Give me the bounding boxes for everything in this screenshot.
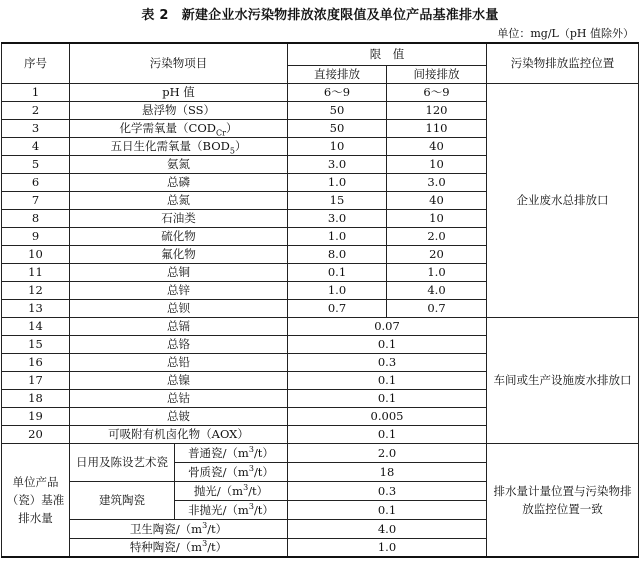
row-seq: 3 [2,119,70,137]
row-seq: 15 [2,335,70,353]
header-limit: 限 值 [288,43,487,65]
water-volume-label: 单位产品（瓷）基准排水量 [2,443,70,557]
row-item: pH 值 [70,83,288,101]
row-direct: 0.1 [288,263,387,281]
group-daily-art-porcelain: 日用及陈设艺术瓷 [70,443,175,481]
row-value: 0.3 [288,353,487,371]
row-indirect: 4.0 [387,281,487,299]
sub-item: 抛光$/(m^3/t)$ [175,481,288,500]
row-seq: 13 [2,299,70,317]
row-direct: 3.0 [288,209,387,227]
row-value: 0.005 [288,407,487,425]
group-architectural-ceramics: 建筑陶瓷 [70,481,175,519]
row-indirect: 2.0 [387,227,487,245]
row-item: 总钴 [70,389,288,407]
row-indirect: 0.7 [387,299,487,317]
table-row [2,83,639,101]
sub-item: 特种陶瓷$/(m^3/t)$ [70,538,288,557]
row-item: 石油类 [70,209,288,227]
row-seq: 5 [2,155,70,173]
row-item: 总镉 [70,317,288,335]
row-item: 可吸附有机卤化物（AOX） [70,425,288,443]
row-direct: 50 [288,101,387,119]
row-direct: 3.0 [288,155,387,173]
row-seq: 16 [2,353,70,371]
row-value: 0.1 [288,371,487,389]
row-item: 总镍 [70,371,288,389]
header-indirect: 间接排放 [387,65,487,83]
row-value: 0.3 [288,481,487,500]
row-direct: 50 [288,119,387,137]
row-seq: 14 [2,317,70,335]
header-seq: 序号 [2,43,70,83]
row-seq: 7 [2,191,70,209]
row-item: 总铅 [70,353,288,371]
header-item: 污染物项目 [70,43,288,83]
row-value: 0.1 [288,389,487,407]
row-indirect: 1.0 [387,263,487,281]
row-value: 0.1 [288,425,487,443]
table-title: 表 2 新建企业水污染物排放浓度限值及单位产品基准排水量 [141,8,499,23]
row-indirect: 3.0 [387,173,487,191]
row-seq: 4 [2,137,70,155]
row-seq: 8 [2,209,70,227]
row-item: 总铬 [70,335,288,353]
unit-note: 单位：mg/L（pH 值除外） [497,27,634,40]
row-item: 化学需氧量$(COD_{Cr})$ [70,119,288,137]
row-seq: 17 [2,371,70,389]
row-item: 总锌 [70,281,288,299]
row-seq: 6 [2,173,70,191]
header-direct: 直接排放 [288,65,387,83]
row-value: 1.0 [288,538,487,557]
row-direct: 1.0 [288,227,387,245]
row-indirect: 40 [387,137,487,155]
row-seq: 19 [2,407,70,425]
row-indirect: 20 [387,245,487,263]
row-value: 0.07 [288,317,487,335]
row-indirect: 10 [387,209,487,227]
row-seq: 10 [2,245,70,263]
row-value: 0.1 [288,335,487,353]
row-direct: 15 [288,191,387,209]
row-seq: 11 [2,263,70,281]
row-direct: 1.0 [288,173,387,191]
row-seq: 9 [2,227,70,245]
row-indirect: 120 [387,101,487,119]
table-row [2,443,639,462]
row-seq: 18 [2,389,70,407]
sub-item: 非抛光$/(m^3/t)$ [175,500,288,519]
row-item: 总钡 [70,299,288,317]
row-direct: 10 [288,137,387,155]
row-direct: 1.0 [288,281,387,299]
row-direct: 0.7 [288,299,387,317]
row-value: 0.1 [288,500,487,519]
row-value: 4.0 [288,519,487,538]
monitor-location-c: 排水量计量位置与污染物排放监控位置一致 [487,443,639,557]
row-seq: 20 [2,425,70,443]
row-item: 总磷 [70,173,288,191]
row-indirect: 110 [387,119,487,137]
row-seq: 12 [2,281,70,299]
row-direct: 6～9 [288,83,387,101]
row-item: 五日生化需氧量$(BOD_5)$ [70,137,288,155]
row-item: 硫化物 [70,227,288,245]
monitor-location-b: 车间或生产设施废水排放口 [487,317,639,443]
row-item: 总铜 [70,263,288,281]
row-item: 氨氮 [70,155,288,173]
row-direct: 8.0 [288,245,387,263]
header-monitor: 污染物排放监控位置 [487,43,639,83]
monitor-location-a: 企业废水总排放口 [487,83,639,317]
row-value: 18 [288,462,487,481]
sub-item: 骨质瓷$/(m^3/t)$ [175,462,288,481]
row-item: 悬浮物（SS） [70,101,288,119]
sub-item: 普通瓷$/(m^3/t)$ [175,443,288,462]
row-indirect: 6～9 [387,83,487,101]
row-item: 氟化物 [70,245,288,263]
emission-limits-table [1,42,639,558]
sub-item: 卫生陶瓷$/(m^3/t)$ [70,519,288,538]
row-item: 总氮 [70,191,288,209]
row-seq: 2 [2,101,70,119]
row-value: 2.0 [288,443,487,462]
row-indirect: 40 [387,191,487,209]
row-item: 总铍 [70,407,288,425]
row-indirect: 10 [387,155,487,173]
row-seq: 1 [2,83,70,101]
table-row [2,317,639,335]
